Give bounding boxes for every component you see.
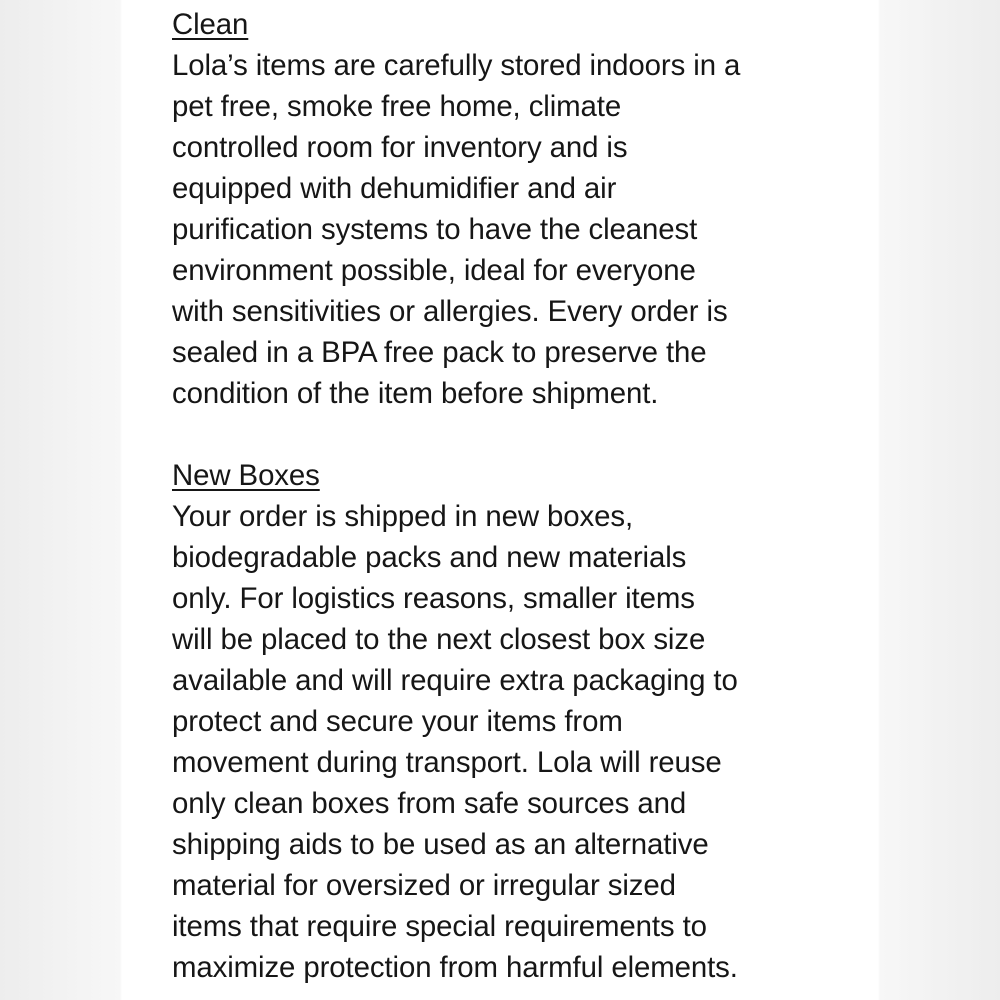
paragraph-line: available and will require extra packaging to — [172, 664, 738, 697]
section-heading-clean: Clean — [172, 8, 249, 41]
section-spacer — [172, 414, 862, 455]
paragraph-line: only clean boxes from safe sources and — [172, 787, 687, 820]
paragraph-line: controlled room for inventory and is — [172, 131, 628, 164]
paragraph-line: only. For logistics reasons, smaller items — [172, 582, 695, 615]
section-new-boxes — [172, 455, 862, 988]
paragraph-line: with sensitivities or allergies. Every order is — [172, 295, 728, 328]
paragraph-line: pet free, smoke free home, climate — [172, 90, 622, 123]
paragraph-line: protect and secure your items from — [172, 705, 623, 738]
paragraph-line: items that require special requirements to — [172, 910, 707, 943]
paragraph-line: maximize protection from harmful elements. — [172, 951, 738, 984]
paragraph-line: biodegradable packs and new materials — [172, 541, 687, 574]
paragraph-line: Lola’s items are carefully stored indoors in a — [172, 49, 741, 82]
paragraph-line: environment possible, ideal for everyone — [172, 254, 696, 287]
paragraph-line: movement during transport. Lola will reuse — [172, 746, 722, 779]
paragraph-line: will be placed to the next closest box size — [172, 623, 706, 656]
section-heading-new-boxes: New Boxes — [172, 459, 320, 492]
paragraph-line: sealed in a BPA free pack to preserve the — [172, 336, 707, 369]
document-page — [122, 0, 878, 1000]
paragraph-line: Your order is shipped in new boxes, — [172, 500, 634, 533]
paragraph-line: equipped with dehumidifier and air — [172, 172, 617, 205]
paragraph-line: material for oversized or irregular sized — [172, 869, 676, 902]
paragraph-line: shipping aids to be used as an alternative — [172, 828, 709, 861]
paragraph-line: purification systems to have the cleanest — [172, 213, 698, 246]
document-content — [172, 4, 862, 988]
section-clean — [172, 4, 862, 414]
paragraph-line: condition of the item before shipment. — [172, 377, 659, 410]
